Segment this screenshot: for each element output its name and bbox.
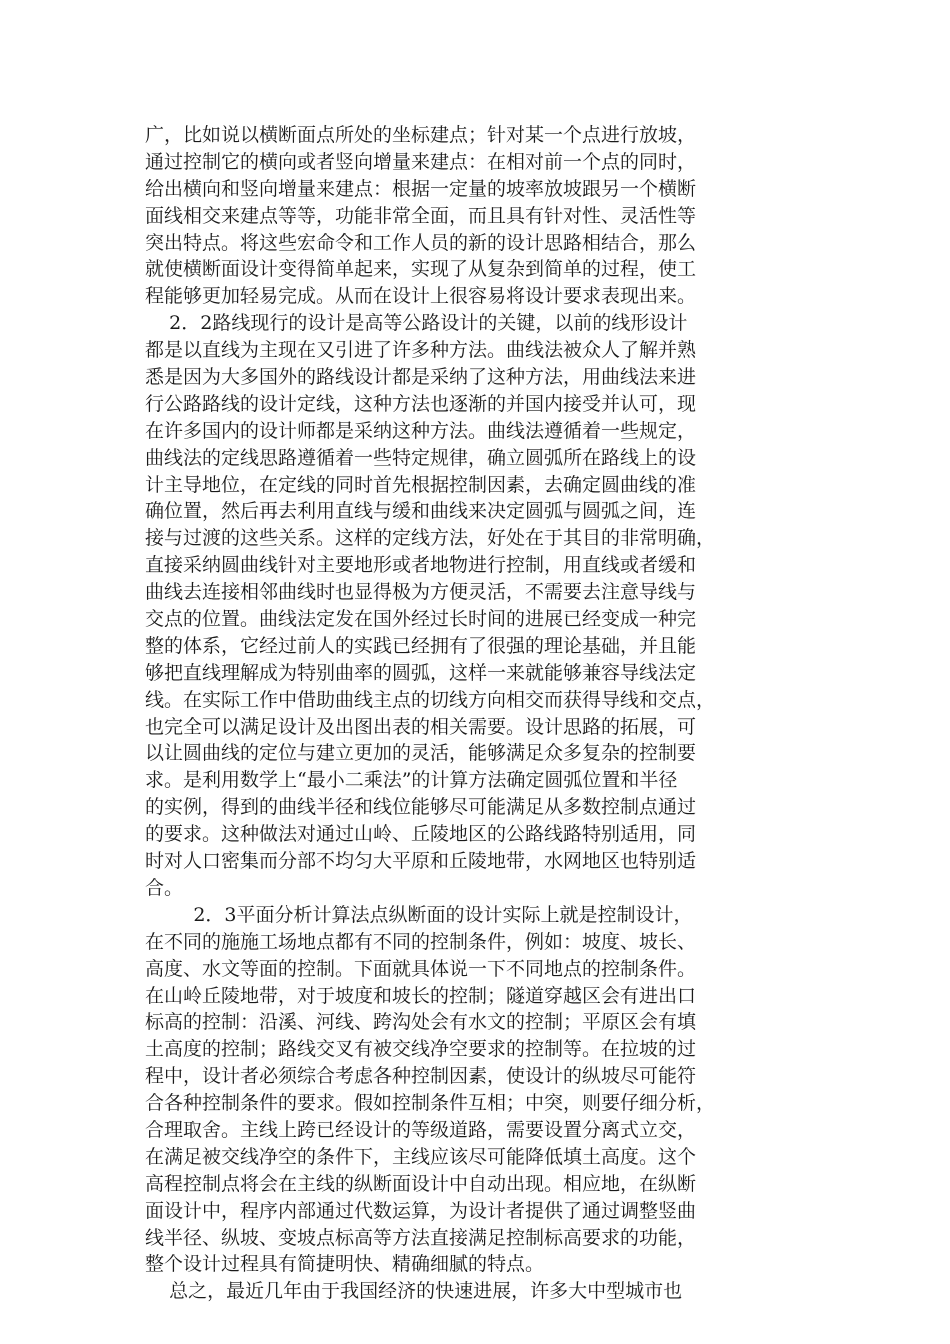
text-line: 广，比如说以横断面点所处的坐标建点；针对某一个点进行放坡， — [145, 124, 697, 146]
text-line: 线半径、纵坡、变坡点标高等方法直接满足控制标高要求的功能， — [145, 1226, 697, 1249]
text-line: 在许多国内的设计师都是采纳这种方法。曲线法遵循着一些规定， — [145, 419, 697, 442]
text-line: 行公路路线的设计定线，这种方法也逐渐的并国内接受并认可，现 — [145, 392, 697, 415]
text-line: 2．3平面分析计算法点纵断面的设计实际上就是控制设计， — [145, 903, 693, 926]
text-line: 面设计中，程序内部通过代数运算，为设计者提供了通过调整竖曲 — [145, 1199, 697, 1222]
text-line: 整个设计过程具有简捷明快、精确细腻的特点。 — [145, 1253, 545, 1276]
text-line: 曲线法的定线思路遵循着一些特定规律，确立圆弧所在路线上的设 — [145, 446, 697, 469]
text-line: 的要求。这种做法对通过山岭、丘陵地区的公路线路特别适用，同 — [145, 823, 697, 846]
text-line: 在山岭丘陵地带，对于坡度和坡长的控制；隧道穿越区会有进出口 — [145, 984, 697, 1007]
text-line: 计主导地位，在定线的同时首先根据控制因素，去确定圆曲线的准 — [145, 473, 697, 496]
text-line: 程能够更加轻易完成。从而在设计上很容易将设计要求表现出来。 — [145, 285, 697, 308]
text-line: 总之，最近几年由于我国经济的快速进展，许多大中型城市也 — [145, 1280, 683, 1303]
text-line: 高度、水文等面的控制。下面就具体说一下不同地点的控制条件。 — [145, 957, 697, 980]
text-line: 合各种控制条件的要求。假如控制条件互相；中突，则要仔细分析， — [145, 1092, 716, 1115]
text-line: 时对人口密集而分部不均匀大平原和丘陵地带，水网地区也特别适 — [145, 850, 697, 873]
text-line: 就使横断面设计变得简单起来，实现了从复杂到简单的过程，使工 — [145, 258, 697, 281]
text-line: 面线相交来建点等等，功能非常全面，而且具有针对性、灵活性等 — [145, 204, 697, 227]
text-line: 给出横向和竖向增量来建点：根据一定量的坡率放坡跟另一个横断 — [145, 177, 697, 200]
text-line: 的实例，得到的曲线半径和线位能够尽可能满足从多数控制点通过 — [145, 796, 697, 819]
text-line: 求。是利用数学上“最小二乘法”的计算方法确定圆弧位置和半径 — [145, 769, 678, 792]
text-line: 整的体系，它经过前人的实践已经拥有了很强的理论基础，并且能 — [145, 634, 697, 657]
text-line: 合。 — [145, 876, 184, 899]
text-line: 高程控制点将会在主线的纵断面设计中自动出现。相应地，在纵断 — [145, 1172, 697, 1195]
text-line: 曲线去连接相邻曲线时也显得极为方便灵活，不需要去注意导线与 — [145, 581, 697, 604]
text-line: 合理取舍。主线上跨已经设计的等级道路，需要设置分离式立交， — [145, 1118, 697, 1141]
text-line: 够把直线理解成为特别曲率的圆弧，这样一来就能够兼容导线法定 — [145, 661, 697, 684]
text-line: 确位置，然后再去利用直线与缓和曲线来决定圆弧与圆弧之间，连 — [145, 500, 697, 523]
text-line: 程中，设计者必须综合考虑各种控制因素，使设计的纵坡尽可能符 — [145, 1065, 697, 1088]
text-line: 2．2路线现行的设计是高等公路设计的关键，以前的线形设计 — [145, 312, 688, 335]
text-line: 在满足被交线净空的条件下，主线应该尽可能降低填土高度。这个 — [145, 1145, 697, 1168]
text-line: 也完全可以满足设计及出图出表的相关需要。设计思路的拓展，可 — [145, 715, 697, 738]
text-line: 悉是因为大多国外的路线设计都是采纳了这种方法，用曲线法来进 — [145, 366, 697, 389]
text-line: 以让圆曲线的定位与建立更加的灵活，能够满足众多复杂的控制要 — [145, 742, 697, 765]
text-line: 标高的控制：沿溪、河线、跨沟处会有水文的控制；平原区会有填 — [145, 1011, 697, 1034]
body-text — [145, 122, 810, 1305]
text-line: 线。在实际工作中借助曲线主点的切线方向相交而获得导线和交点， — [145, 688, 716, 711]
text-line: 在不同的施施工场地点都有不同的控制条件，例如：坡度、坡长、 — [145, 930, 697, 953]
text-line: 直接采纳圆曲线针对主要地形或者地物进行控制，用直线或者缓和 — [145, 554, 697, 577]
text-line: 突出特点。将这些宏命令和工作人员的新的设计思路相结合，那么 — [145, 231, 697, 254]
text-line: 都是以直线为主现在又引进了许多种方法。曲线法被众人了解并熟 — [145, 339, 697, 362]
text-line: 交点的位置。曲线法定发在国外经过长时间的进展已经变成一种完 — [145, 608, 697, 631]
text-line: 接与过渡的这些关系。这样的定线方法，好处在于其目的非常明确， — [145, 527, 716, 550]
text-line: 通过控制它的横向或者竖向增量来建点：在相对前一个点的同时， — [145, 150, 697, 173]
text-line: 土高度的控制；路线交叉有被交线净空要求的控制等。在拉坡的过 — [145, 1038, 697, 1061]
